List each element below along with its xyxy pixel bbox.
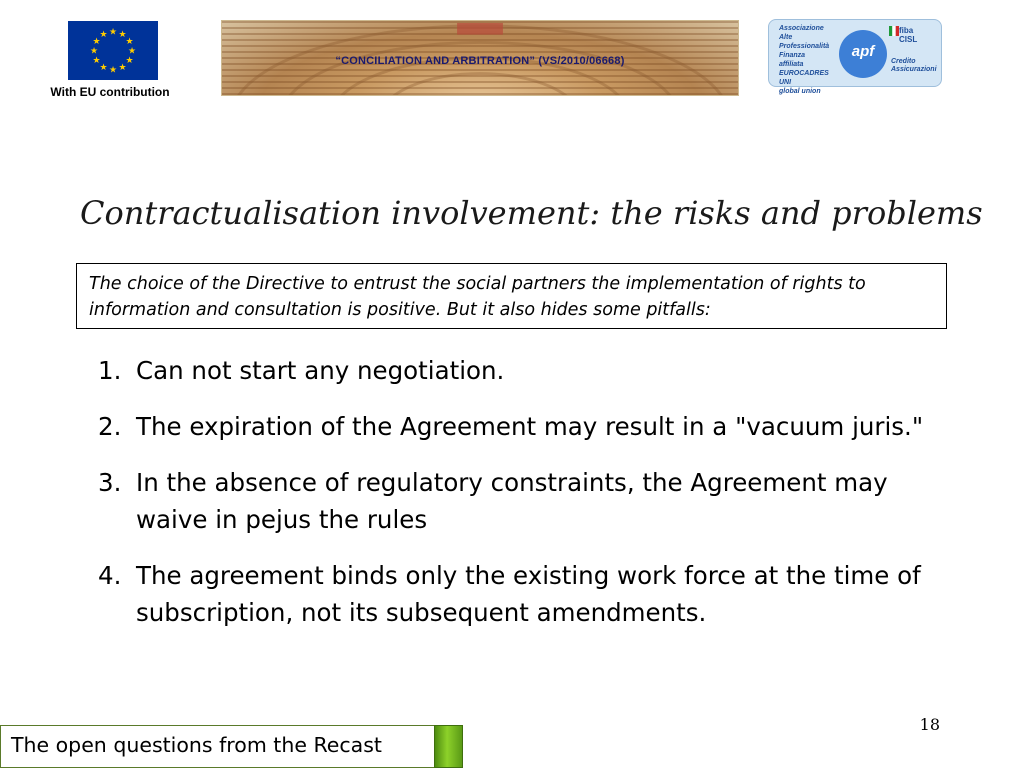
list-item [98, 352, 948, 389]
eu-star-icon: ★ [108, 65, 118, 76]
eu-star-icon: ★ [92, 37, 101, 47]
apf-badge-label: apf [851, 43, 875, 60]
apf-association-line: EUROCADRES [779, 70, 829, 77]
list-item-number: 2. [98, 412, 122, 441]
eu-star-icon: ★ [108, 27, 118, 38]
fiba-line: fiba [899, 26, 914, 35]
list-item-text: The agreement binds only the existing work force at the time of subscription, not its subsequent amendments. [136, 561, 921, 627]
slide-title: Contractualisation involvement: the risks and problems [80, 194, 983, 232]
eu-star-icon: ★ [99, 30, 108, 40]
list-item [98, 408, 948, 445]
page-number: 18 [919, 715, 940, 734]
footer-section-label: The open questions from the Recast [0, 725, 434, 768]
project-title: “CONCILIATION AND ARBITRATION” (VS/2010/06668) [335, 55, 625, 67]
apf-association-line: UNI [779, 79, 792, 86]
list-item [98, 464, 948, 538]
apf-association-line: Professionalità [779, 43, 830, 50]
apf-association-line: Finanza [779, 52, 806, 59]
eu-contribution-caption: With EU contribution [50, 85, 170, 99]
apf-fiba-logo [768, 19, 942, 95]
fiba-sector-line: Credito [891, 58, 916, 65]
apf-association-line: global union [779, 88, 821, 95]
fiba-sector-line: Assicurazioni [891, 66, 937, 73]
fiba-line: CISL [899, 35, 918, 44]
list-item-text: The expiration of the Agreement may result in a "vacuum juris." [136, 412, 924, 441]
eu-flag-logo [68, 21, 158, 80]
eu-star-icon: ★ [125, 37, 134, 47]
apf-association-line: Alte [779, 34, 793, 41]
numbered-list [98, 352, 948, 650]
footer-accent-bar [434, 725, 463, 768]
intro-text-box: The choice of the Directive to entrust the social partners the implementation of rights to information and consultation is positive. But it also hides some pitfalls: [76, 263, 947, 329]
list-item-number: 1. [98, 356, 122, 385]
eu-star-icon: ★ [92, 56, 101, 66]
eu-star-icon: ★ [118, 63, 127, 73]
eu-star-icon: ★ [127, 46, 137, 57]
eu-star-icon: ★ [99, 63, 108, 73]
apf-association-line: Associazione [779, 25, 824, 32]
fiba-flag-icon [889, 26, 899, 36]
fiba-cisl-text [899, 26, 943, 44]
eu-star-icon: ★ [89, 46, 99, 57]
apf-association-text [779, 24, 837, 96]
list-item-number: 4. [98, 561, 122, 590]
list-item-text: Can not start any negotiation. [136, 356, 505, 385]
list-item-text: In the absence of regulatory constraints, the Agreement may waive in pejus the rules [136, 468, 888, 534]
eu-star-icon: ★ [125, 56, 134, 66]
eu-stars [68, 21, 158, 80]
eu-star-icon: ★ [118, 30, 127, 40]
list-item-number: 3. [98, 468, 122, 497]
apf-badge-icon [839, 30, 887, 78]
fiba-sector-text [891, 58, 941, 74]
apf-association-line: affiliata [779, 61, 804, 68]
list-item [98, 557, 948, 631]
parliament-banner [221, 20, 739, 96]
